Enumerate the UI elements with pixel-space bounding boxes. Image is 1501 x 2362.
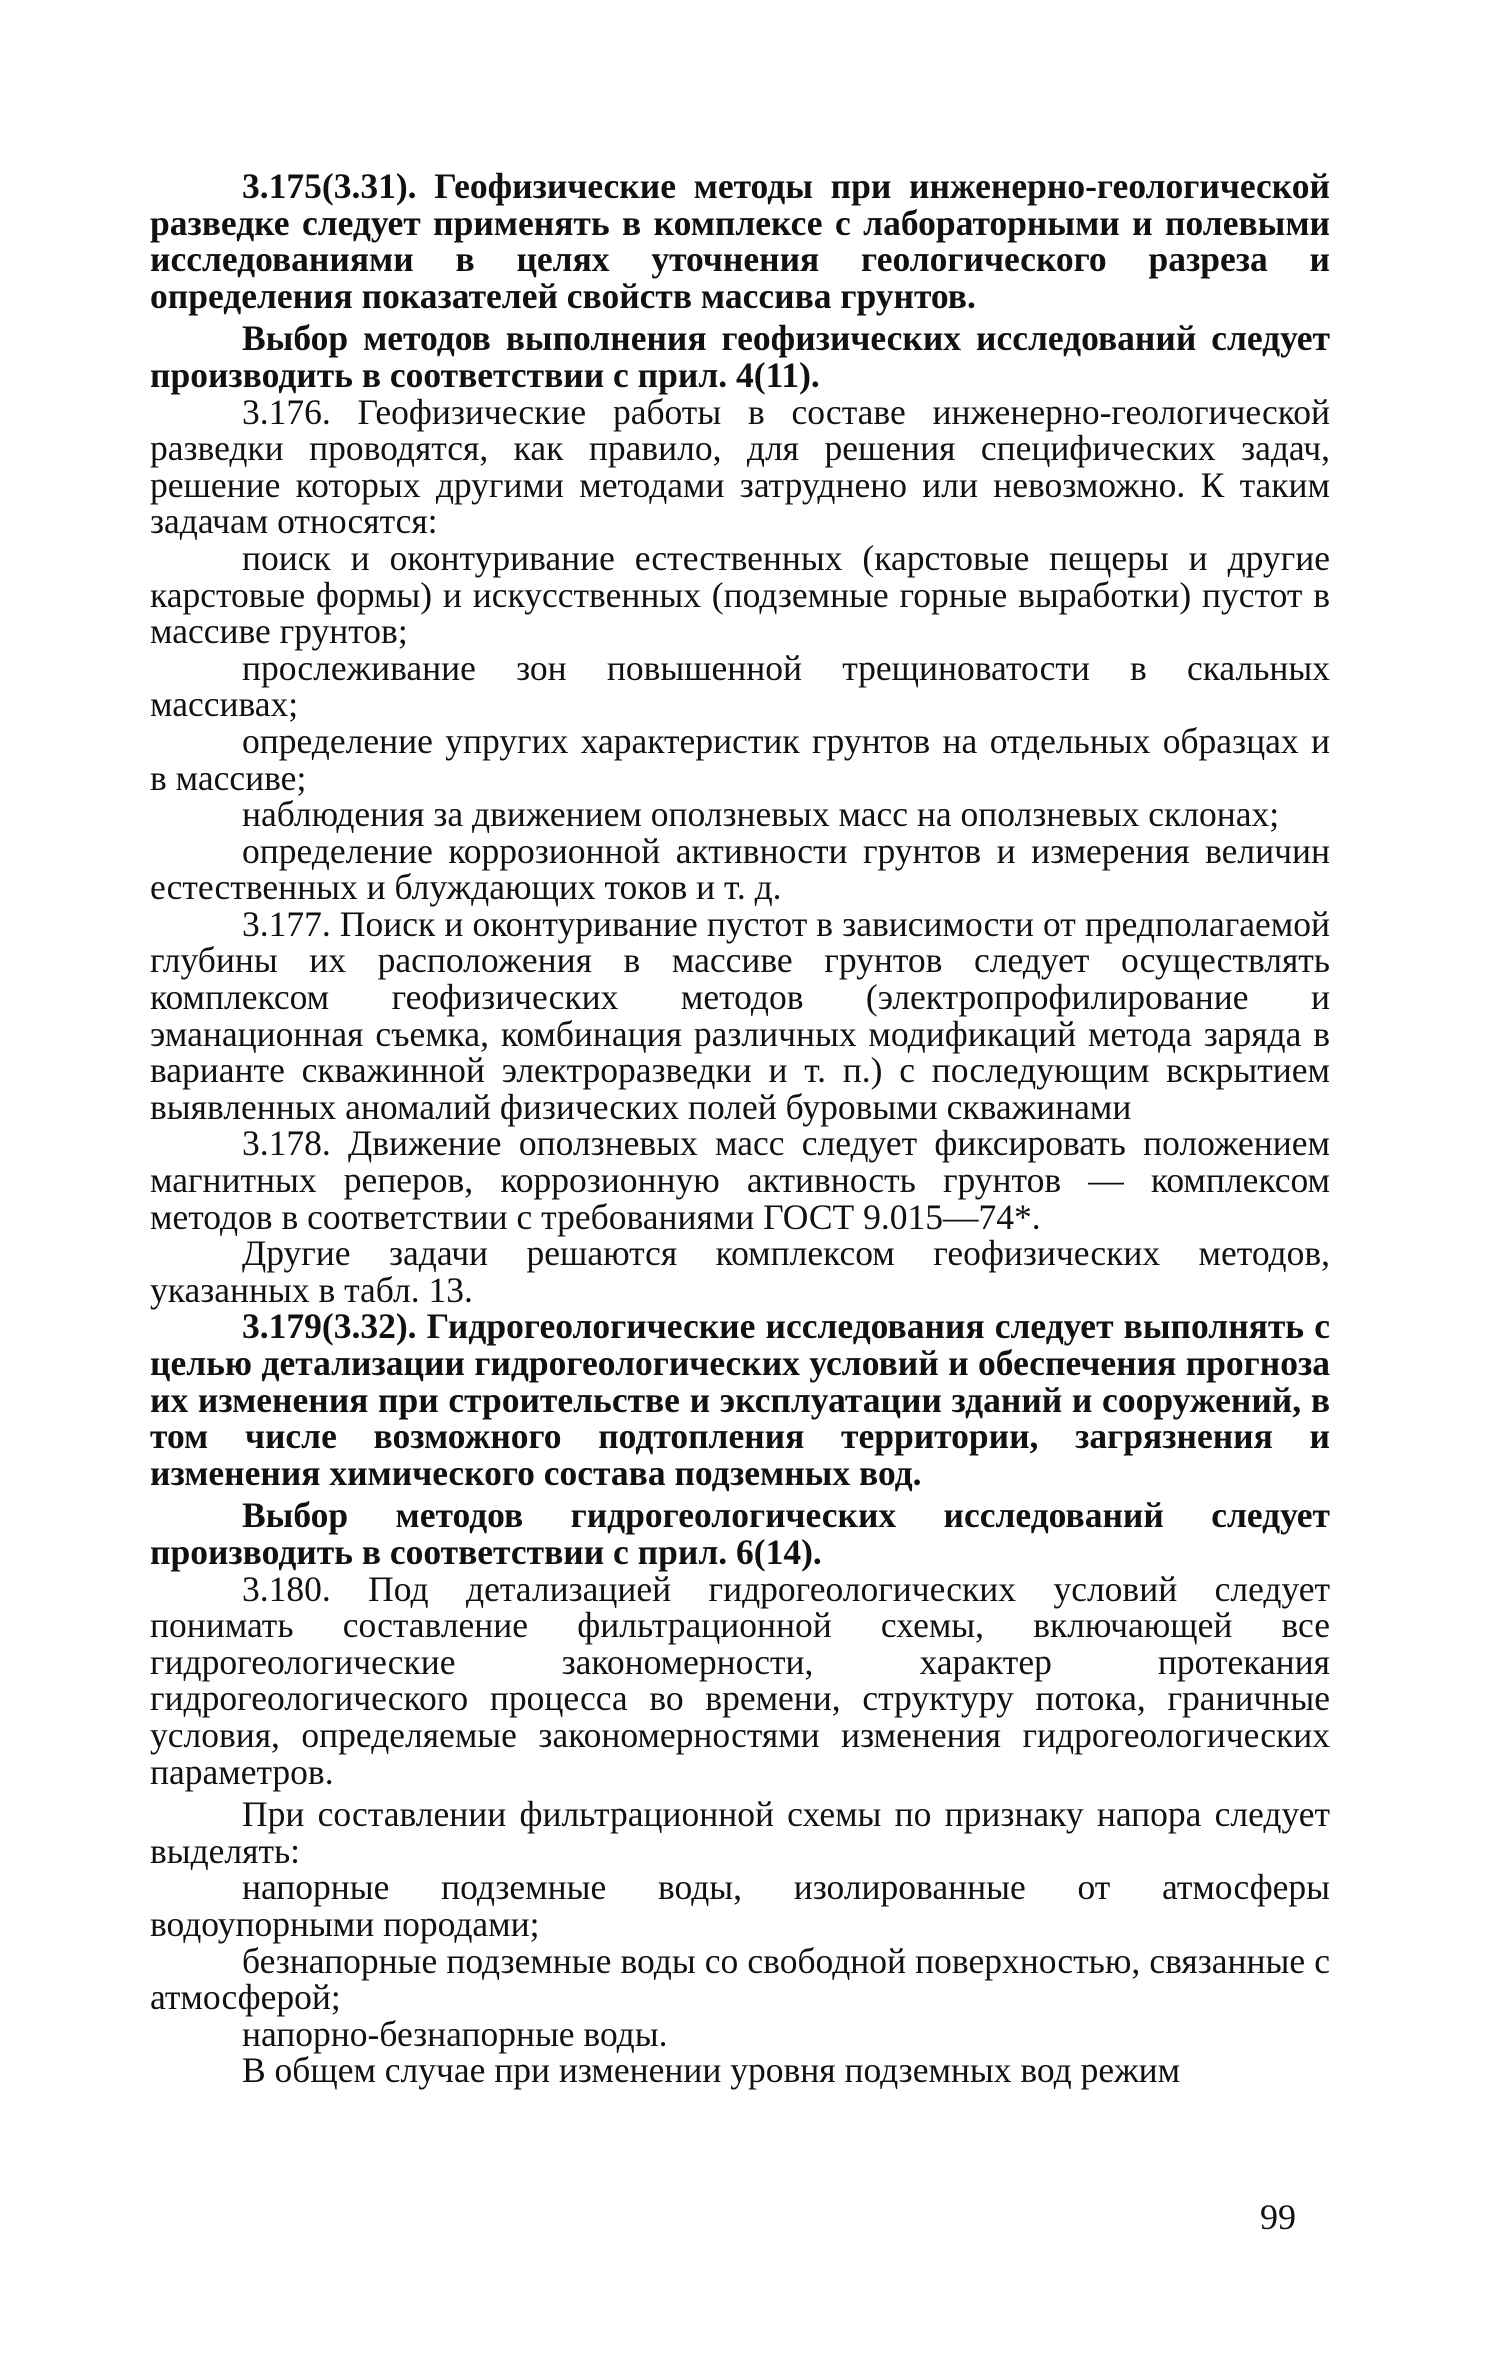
list-item-voids: поиск и оконтуривание естественных (карстовые пещеры и другие карстовые формы) и искусственных (подземные горные выработки) пустот в массиве грунтов; — [150, 537, 1330, 652]
page-body — [150, 168, 1330, 2089]
paragraph-3-180: 3.180. Под детализацией гидрогеологических условий следует понимать составление фильтрационной схемы, включающей все гидрогеологические закономерности, характер протекания гидрогеологического процесса во времени, структуру потока, граничные условия, определяемые закономерностями изменения гидрогеологических параметров. — [150, 1568, 1330, 1792]
paragraph-hydro-methods-choice: Выбор методов гидрогеологических исследований следует производить в соответствии с прил. 6(14). — [150, 1495, 1330, 1572]
list-item-landslide-observation: наблюдения за движением оползневых масс на оползневых склонах; — [242, 794, 1280, 835]
list-item-free-surface-waters: безнапорные подземные воды со свободной поверхностью, связанные с атмосферой; — [150, 1940, 1330, 2018]
paragraph-3-178: 3.178. Движение оползневых масс следует фиксировать положением магнитных реперов, коррозионную активность грунтов — комплексом методов в соответствии с требованиями ГОСТ 9.015—74*. — [150, 1123, 1330, 1237]
list-item-mixed-waters: напорно-безнапорные воды. — [242, 2013, 668, 2054]
paragraph-3-177: 3.177. Поиск и оконтуривание пустот в зависимости от предполагаемой глубины их расположения в массиве грунтов следует осуществлять комплексом геофизических методов (электропрофилирование и эманационная съемка, комбинация различных модификаций метода заряда в варианте скважинной электроразведки и т. п.) с последующим вскрытием выявленных аномалий физических полей буровыми скважинами — [150, 903, 1330, 1127]
page-number: 99 — [1260, 2197, 1296, 2237]
paragraph-other-tasks: Другие задачи решаются комплексом геофизических методов, указанных в табл. 13. — [150, 1233, 1330, 1310]
paragraph-3-176: 3.176. Геофизические работы в составе инженерно-геологической разведки проводятся, как правило, для решения специфических задач, решение которых другими методами затруднено или невозможно. К таким задачам относятся: — [150, 391, 1330, 542]
list-item-elastic-characteristics: определение упругих характеристик грунтов на отдельных образцах и в массиве; — [150, 720, 1330, 798]
list-item-pressure-waters: напорные подземные воды, изолированные от атмосферы водоупорными породами; — [150, 1867, 1330, 1944]
paragraph-3-179: 3.179(3.32). Гидрогеологические исследования следует выполнять с целью детализации гидрогеологических условий и обеспечения прогноза их изменения при строительстве и эксплуатации зданий и сооружений, в том числе возможного подтопления территории, загрязнения и изменения химического состава подземных вод. — [150, 1306, 1330, 1493]
list-item-fracture-zones: прослеживание зон повышенной трещиноватости в скальных массивах; — [150, 647, 1330, 725]
list-item-corrosion-activity: определение коррозионной активности грунтов и измерения величин естественных и блуждающих токов и т. д. — [150, 830, 1330, 908]
paragraph-geophysics-methods-choice: Выбор методов выполнения геофизических исследований следует производить в соответствии с прил. 4(11). — [150, 318, 1330, 395]
paragraph-3-175: 3.175(3.31). Геофизические методы при инженерно-геологической разведке следует применять в комплексе с лабораторными и полевыми исследованиями в целях уточнения геологического разреза и определения показателей свойств массива грунтов. — [150, 166, 1330, 316]
paragraph-general-case: В общем случае при изменении уровня подземных вод режим — [242, 2050, 1181, 2091]
paragraph-filtration-scheme: При составлении фильтрационной схемы по признаку напора следует выделять: — [150, 1794, 1330, 1871]
